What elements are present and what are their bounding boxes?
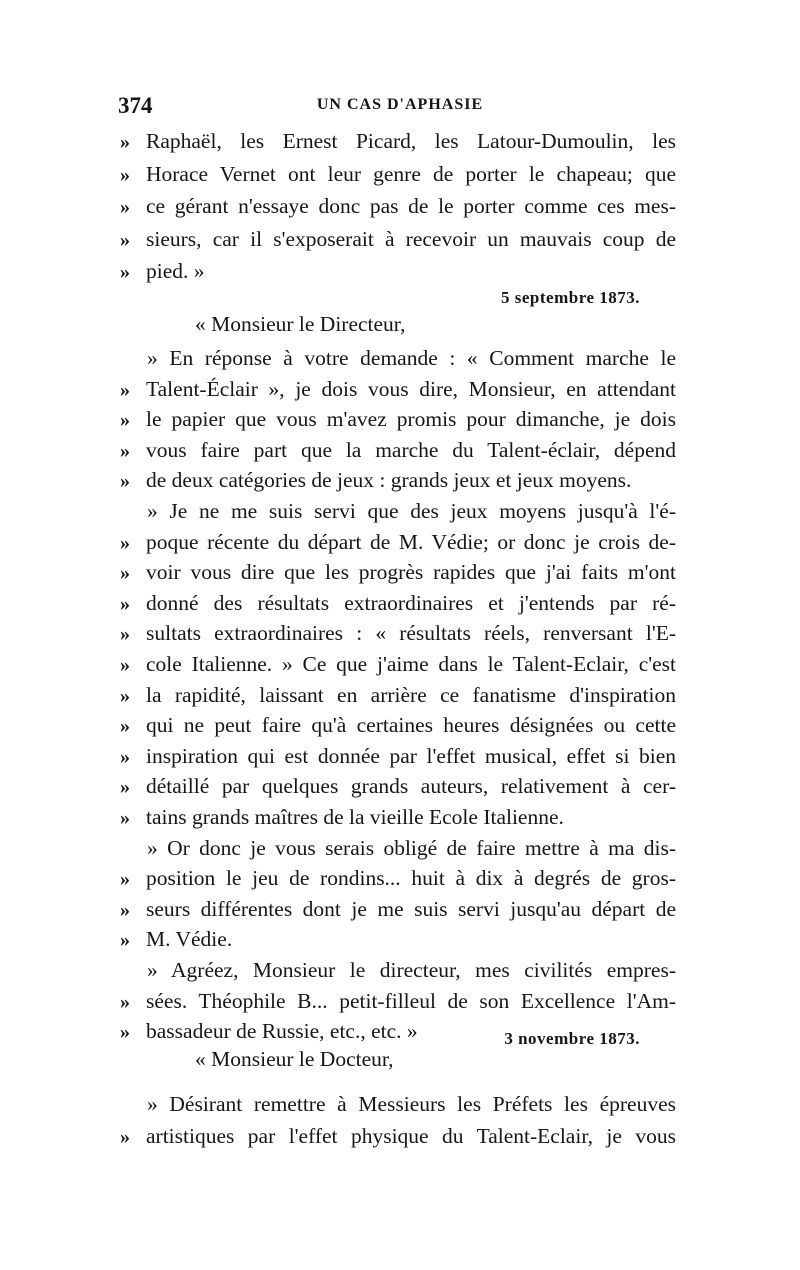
line-text: sieurs, car il s'exposerait à recevoir un mauvais coup de — [146, 226, 676, 251]
text-line — [0, 710, 800, 740]
quote-mark: » — [120, 378, 130, 401]
text-line — [0, 404, 800, 434]
letter-salutation: « Monsieur le Docteur, — [195, 1047, 394, 1071]
text-line — [0, 955, 800, 985]
line-text: vous faire part que la marche du Talent-éclair, dépend — [146, 437, 676, 462]
text-line — [0, 924, 800, 954]
text-line — [0, 557, 800, 587]
line-text: » Or donc je vous serais obligé de faire mettre à ma dis- — [147, 835, 676, 860]
running-title: UN CAS D'APHASIE — [316, 96, 484, 113]
text-line — [0, 126, 800, 156]
text-line — [0, 588, 800, 618]
line-text: bassadeur de Russie, etc., etc. » — [146, 1019, 418, 1044]
quote-mark: » — [120, 163, 130, 186]
line-text: » En réponse à votre demande : « Comment marche le — [147, 346, 676, 370]
text-line — [0, 863, 800, 893]
line-text: » Je ne me suis servi que des jeux moyens jusqu'à l'é- — [147, 499, 676, 523]
text-line — [0, 224, 800, 254]
line-text: tains grands maîtres de la vieille Ecole Italienne. — [146, 805, 564, 829]
text-line — [0, 986, 800, 1016]
text-line — [0, 1121, 800, 1151]
quote-mark: » — [120, 562, 130, 585]
quote-mark: » — [120, 531, 130, 554]
quote-mark: » — [120, 776, 130, 799]
line-text: M. Védie. — [146, 927, 233, 952]
letter-date: 3 novembre 1873. — [504, 1029, 640, 1048]
line-text: donné des résultats extraordinaires et j'entends par ré- — [146, 590, 676, 615]
text-line — [0, 833, 800, 863]
text-line — [0, 159, 800, 189]
line-text: poque récente du départ de M. Védie; or donc je crois de- — [146, 529, 676, 554]
quote-mark: » — [120, 409, 130, 432]
text-line — [0, 435, 800, 465]
text-line — [0, 741, 800, 771]
quote-mark: » — [120, 929, 130, 952]
quote-mark: » — [120, 592, 130, 615]
quote-mark: » — [120, 807, 130, 829]
quote-mark: » — [120, 898, 130, 921]
quote-mark: » — [120, 439, 130, 462]
line-text: la rapidité, laissant en arrière ce fanatisme d'inspiration — [146, 682, 676, 707]
quote-mark: » — [120, 261, 130, 284]
quote-mark: » — [120, 654, 130, 676]
line-text: Talent-Éclair », je dois vous dire, Monsieur, en attendant — [146, 376, 676, 401]
page-header — [118, 93, 682, 123]
text-line — [0, 894, 800, 924]
text-line — [0, 680, 800, 710]
quote-mark: » — [120, 715, 130, 738]
text-line — [0, 191, 800, 221]
line-text: le papier que vous m'avez promis pour dimanche, je dois — [146, 407, 676, 432]
quote-mark: » — [120, 684, 130, 707]
line-text: voir vous dire que les progrès rapides que j'ai faits m'ont — [146, 560, 676, 585]
line-text: Horace Vernet ont leur genre de porter le chapeau; que — [146, 161, 676, 186]
quote-mark: » — [120, 990, 130, 1013]
line-text: sées. Théophile B... petit-filleul de son Excellence l'Am- — [146, 988, 676, 1013]
quote-mark: » — [120, 623, 130, 646]
line-text: cole Italienne. » Ce que j'aime dans le Talent-Eclair, c'est — [146, 652, 676, 676]
line-text: » Agréez, Monsieur le directeur, mes civilités empres- — [147, 958, 676, 982]
text-line — [0, 465, 800, 495]
line-text: » Désirant remettre à Messieurs les Préfets les épreuves — [147, 1092, 676, 1116]
line-text: ce gérant n'essaye donc pas de le porter comme ces mes- — [146, 194, 676, 219]
line-text: seurs différentes dont je me suis servi jusqu'au départ de — [146, 896, 676, 921]
letter-salutation: « Monsieur le Directeur, — [195, 312, 406, 336]
quote-mark: » — [120, 196, 130, 219]
line-text: inspiration qui est donnée par l'effet musical, effet si bien — [146, 743, 676, 768]
line-text: position le jeu de rondins... huit à dix à degrés de gros- — [146, 866, 676, 891]
page-number: 374 — [118, 93, 153, 118]
text-line — [0, 1089, 800, 1119]
line-text: de deux catégories de jeux : grands jeux et jeux moyens. — [146, 468, 632, 493]
letter-date: 5 septembre 1873. — [501, 288, 640, 307]
line-text: qui ne peut faire qu'à certaines heures désignées ou cette — [146, 713, 676, 738]
quote-mark: » — [120, 228, 130, 251]
quote-mark: » — [120, 745, 130, 768]
quote-mark: » — [120, 131, 130, 153]
quote-mark: » — [120, 1125, 130, 1148]
text-line — [0, 618, 800, 648]
text-line — [0, 1016, 800, 1046]
line-text: détaillé par quelques grands auteurs, relativement à cer- — [146, 774, 676, 799]
line-text: pied. » — [146, 259, 205, 284]
quote-mark: » — [120, 868, 130, 891]
quote-mark: » — [120, 470, 130, 493]
text-line — [0, 802, 800, 832]
text-line — [0, 256, 800, 286]
quote-mark: » — [120, 1021, 130, 1044]
text-line — [0, 496, 800, 526]
text-line — [0, 343, 800, 373]
line-text: Raphaël, les Ernest Picard, les Latour-Dumoulin, les — [146, 129, 676, 153]
line-text: sultats extraordinaires : « résultats réels, renversant l'E- — [146, 621, 676, 646]
text-line — [0, 771, 800, 801]
line-text: artistiques par l'effet physique du Talent-Eclair, je vous — [146, 1123, 676, 1148]
text-line — [0, 374, 800, 404]
text-line — [0, 649, 800, 679]
text-line — [0, 527, 800, 557]
